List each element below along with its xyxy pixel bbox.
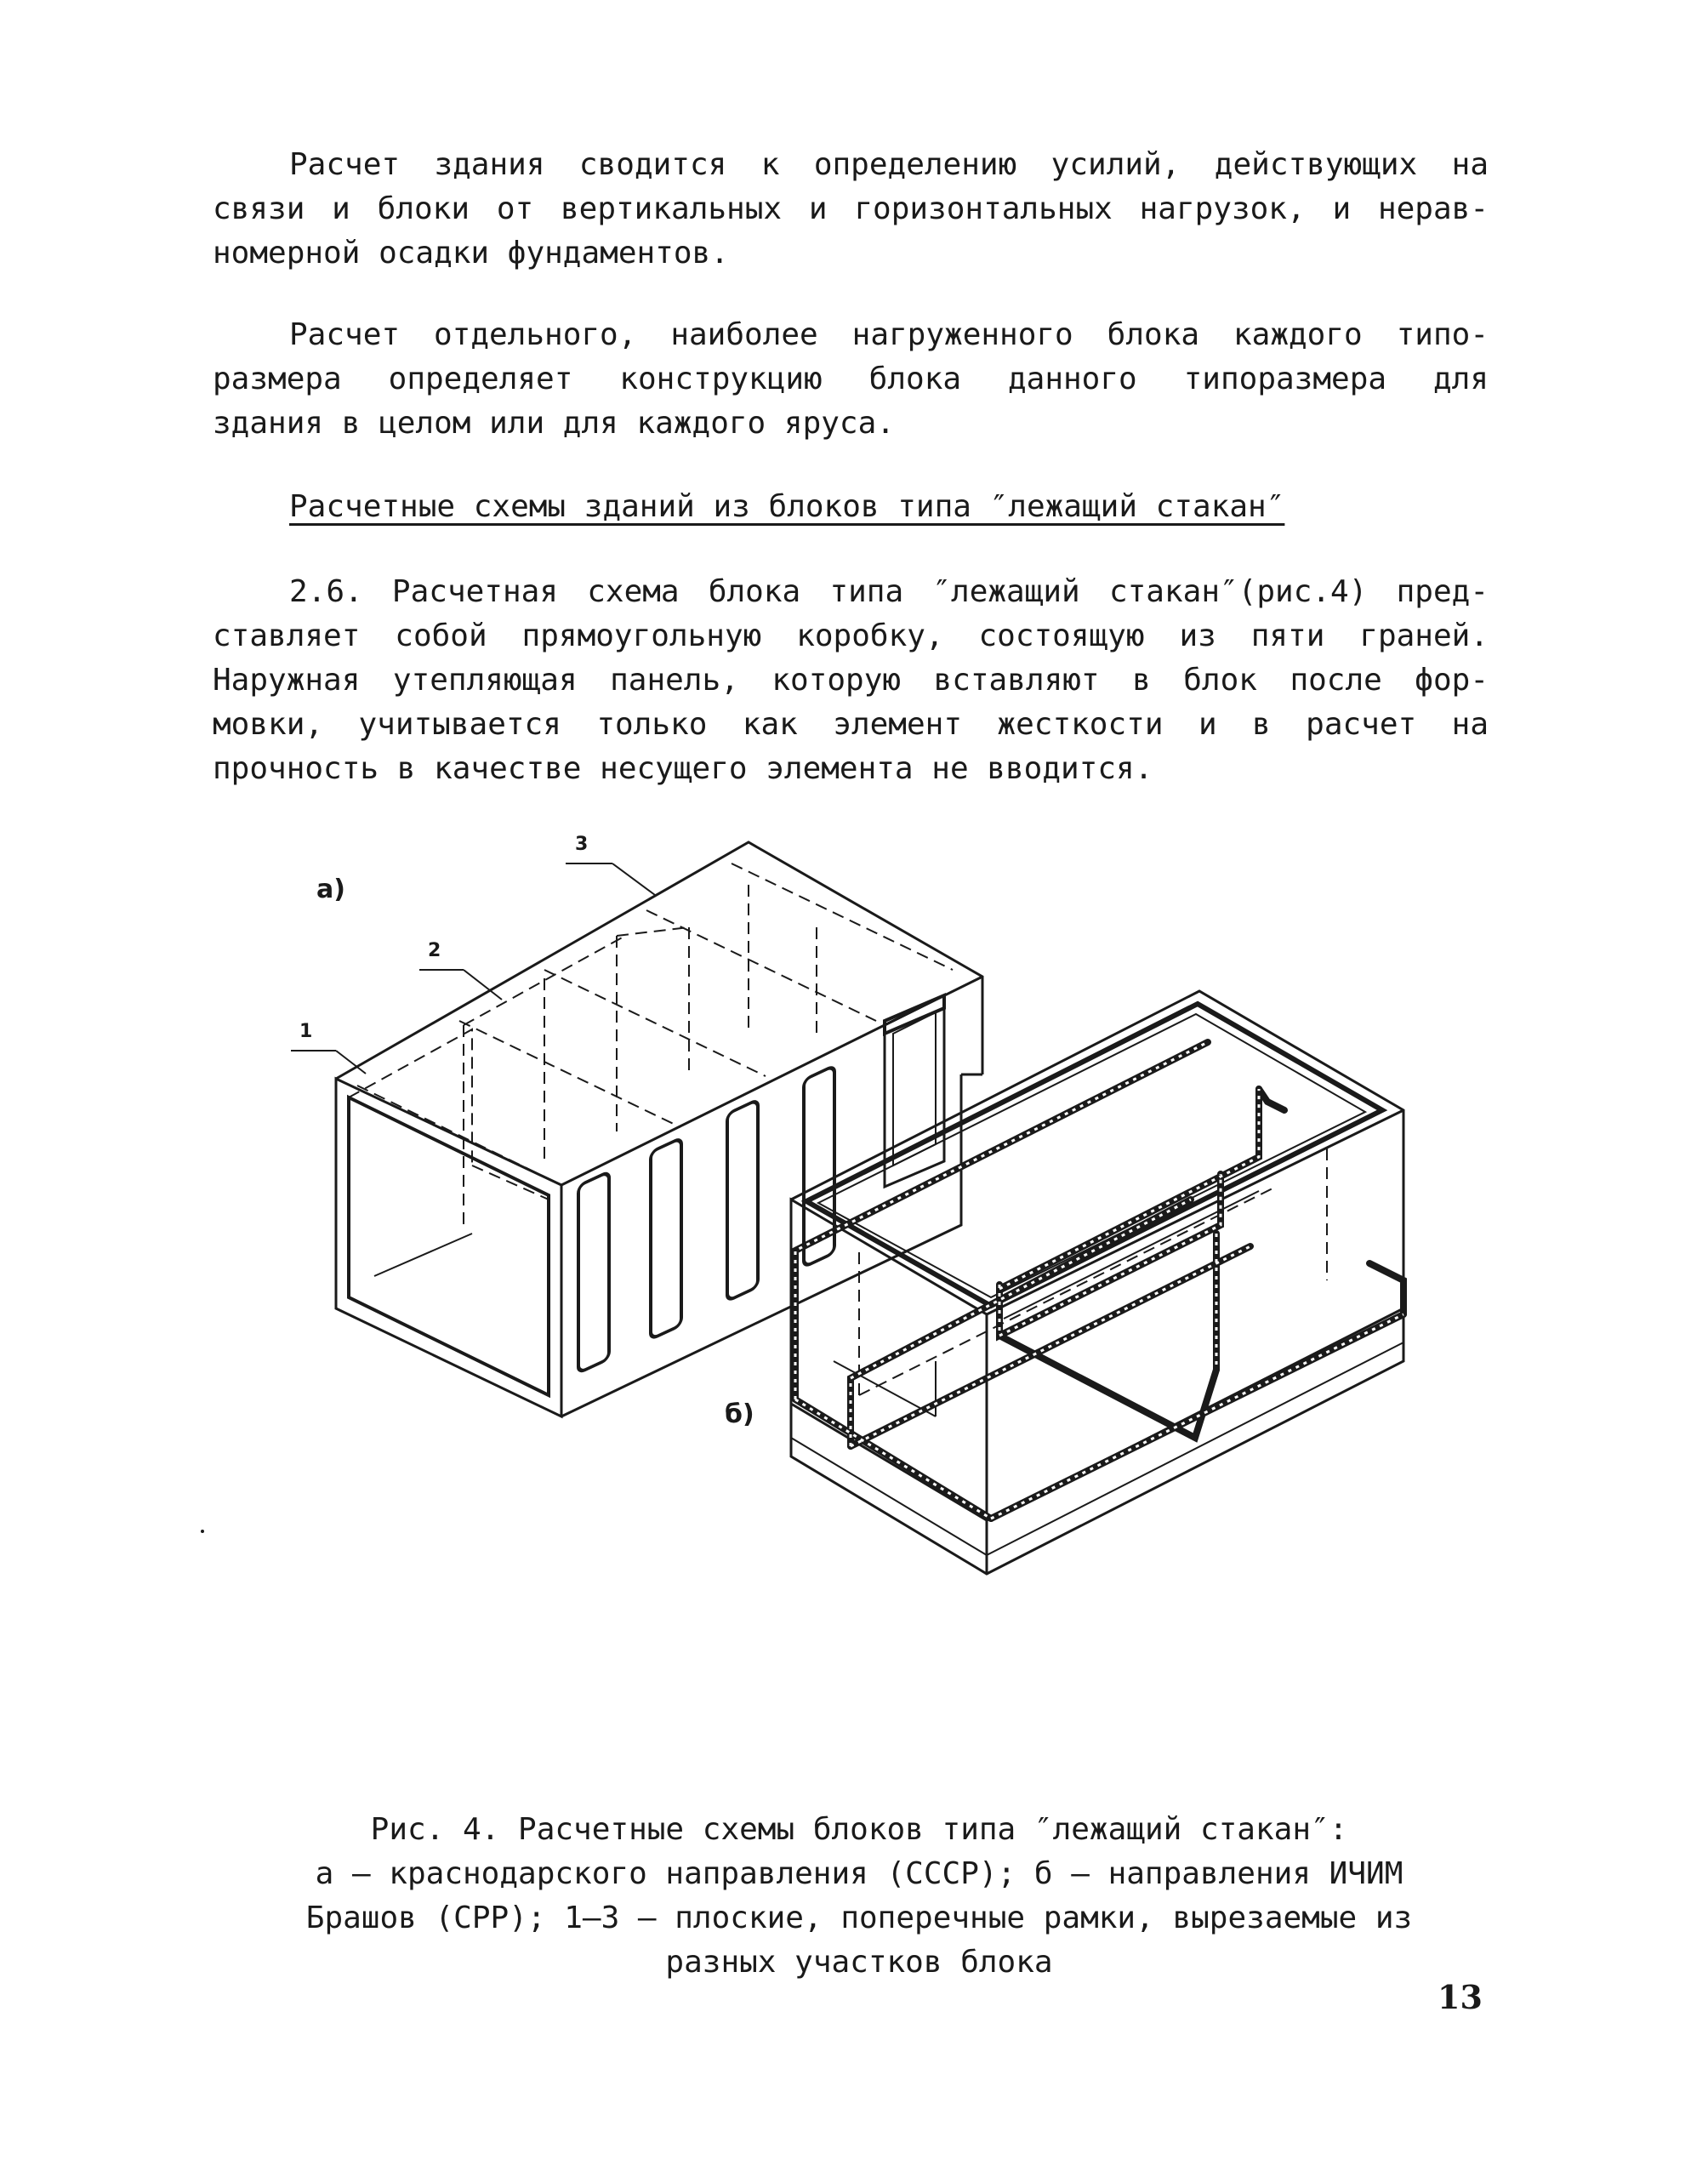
- paragraph-3-line-4: мовки, учитывается только как элемент жесткости и в расчет на: [213, 707, 1489, 742]
- callout-2: 2: [428, 940, 441, 961]
- callout-3: 3: [575, 834, 589, 855]
- block-a-drawing: [291, 842, 982, 1416]
- caption-line-4: разных участков блока: [665, 1945, 1053, 1980]
- section-heading: Расчетные схемы зданий из блоков типа ″лежащий стакан″: [289, 489, 1285, 524]
- paragraph-1-line-3: номерной осадки фундаментов.: [213, 236, 729, 271]
- paragraph-1-line-2: связи и блоки от вертикальных и горизонтальных нагрузок, и нерав-: [213, 191, 1489, 226]
- caption-line-3: Брашов (СРР); 1–3 – плоские, поперечные рамки, вырезаемые из: [305, 1901, 1413, 1935]
- caption-line-2: а – краснодарского направления (СССР); б – направления ИЧИМ: [315, 1856, 1403, 1891]
- paragraph-3-line-5: прочность в качестве несущего элемента не вводится.: [213, 751, 1153, 786]
- page-number: 13: [1438, 1978, 1483, 2016]
- paragraph-2-line-2: размера определяет конструкцию блока данного типоразмера для: [213, 362, 1489, 396]
- caption-line-1: Рис. 4. Расчетные схемы блоков типа ″лежащий стакан″:: [370, 1812, 1348, 1847]
- paragraph-2-line-3: здания в целом или для каждого яруса.: [213, 406, 895, 441]
- paragraph-3-line-3: Наружная утепляющая панель, которую вставляют в блок после фор-: [213, 663, 1489, 698]
- paragraph-3-line-2: ставляет собой прямоугольную коробку, состоящую из пяти граней.: [213, 618, 1489, 653]
- paragraph-3-line-1: 2.6. Расчетная схема блока типа ″лежащий стакан″(рис.4) пред-: [289, 574, 1489, 609]
- scan-speck: [201, 1530, 204, 1533]
- paragraph-1-line-1: Расчет здания сводится к определению усилий, действующих на: [289, 147, 1489, 182]
- paragraph-2-line-1: Расчет отдельного, наиболее нагруженного блока каждого типо-: [289, 317, 1489, 352]
- figure-label-a: а): [316, 875, 345, 904]
- figure-caption: [221, 1808, 1497, 1985]
- block-b-drawing: [791, 991, 1403, 1574]
- callout-1: 1: [299, 1021, 313, 1042]
- figure-label-b: б): [725, 1399, 754, 1429]
